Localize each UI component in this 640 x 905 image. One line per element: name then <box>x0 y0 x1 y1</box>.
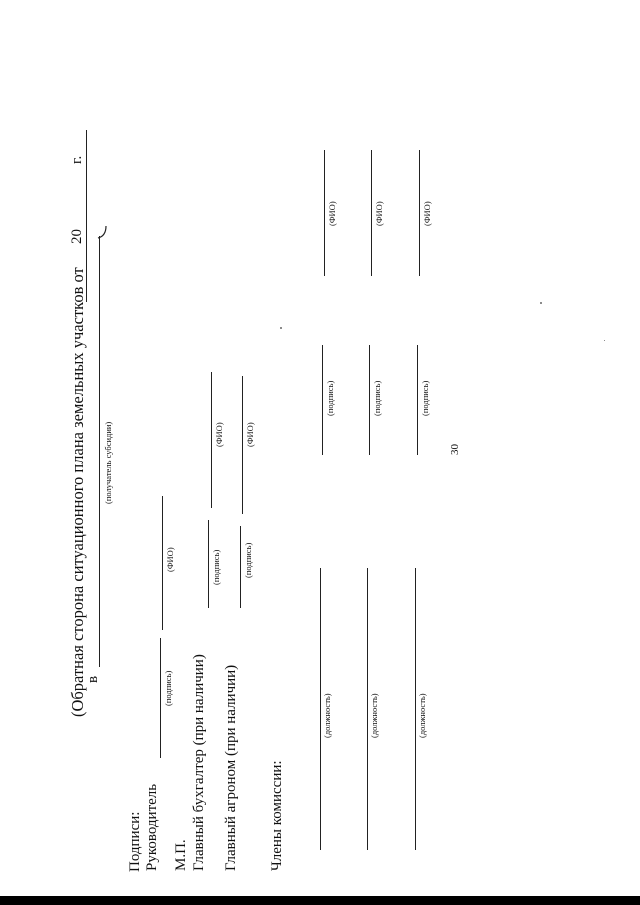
member-2-fio-line <box>371 150 372 276</box>
year-blank-line <box>86 167 87 227</box>
page-number: 30 <box>449 444 461 455</box>
head-fio-caption: (ФИО) <box>165 547 175 572</box>
recipient-caption: (получатель субсидии) <box>103 421 113 504</box>
head-signature-caption: (подпись) <box>163 670 173 706</box>
accountant-fio-line <box>211 372 212 508</box>
recipient-blank-line <box>99 236 100 667</box>
signatures-heading: Подписи: <box>127 811 143 872</box>
accountant-label: Главный бухгалтер (при наличии) <box>191 654 207 871</box>
scan-border <box>0 896 640 905</box>
in-prefix: в <box>85 675 101 683</box>
agronomist-signature-caption: (подпись) <box>243 542 253 578</box>
member-1-position-caption: (должность) <box>322 693 332 738</box>
accountant-signature-line <box>208 520 209 608</box>
year-prefix: 20 <box>69 229 85 244</box>
head-signature-line <box>160 638 161 758</box>
member-3-signature-line <box>417 345 418 455</box>
member-3-signature-caption: (подпись) <box>420 380 430 416</box>
member-3-fio-caption: (ФИО) <box>422 201 432 226</box>
agronomist-signature-line <box>240 526 241 608</box>
seal-label: М.П. <box>173 839 189 871</box>
member-2-position-caption: (должность) <box>369 693 379 738</box>
scan-speck <box>280 327 282 329</box>
accountant-signature-caption: (подпись) <box>211 549 221 585</box>
member-1-fio-line <box>324 150 325 276</box>
member-3-position-caption: (должность) <box>417 693 427 738</box>
scan-speck <box>540 302 542 304</box>
commission-heading: Члены комиссии: <box>269 760 285 871</box>
member-2-fio-caption: (ФИО) <box>374 201 384 226</box>
agronomist-label: Главный агроном (при наличии) <box>223 664 239 871</box>
scan-speck <box>604 340 605 341</box>
closing-parenthesis-mark <box>96 224 108 240</box>
member-2-signature-line <box>369 345 370 455</box>
member-1-position-line <box>320 568 321 850</box>
head-fio-line <box>162 496 163 630</box>
member-1-signature-line <box>322 345 323 455</box>
agronomist-fio-line <box>242 376 243 514</box>
agronomist-fio-caption: (ФИО) <box>245 422 255 447</box>
member-2-position-line <box>367 568 368 850</box>
year-suffix: г. <box>69 155 85 164</box>
member-1-fio-caption: (ФИО) <box>327 201 337 226</box>
member-3-fio-line <box>419 150 420 276</box>
member-3-position-line <box>415 568 416 850</box>
member-2-signature-caption: (подпись) <box>372 380 382 416</box>
member-1-signature-caption: (подпись) <box>325 380 335 416</box>
form-title: (Обратная сторона ситуационного плана земельных участков от <box>68 267 87 717</box>
head-label: Руководитель <box>144 783 160 871</box>
accountant-fio-caption: (ФИО) <box>214 422 224 447</box>
